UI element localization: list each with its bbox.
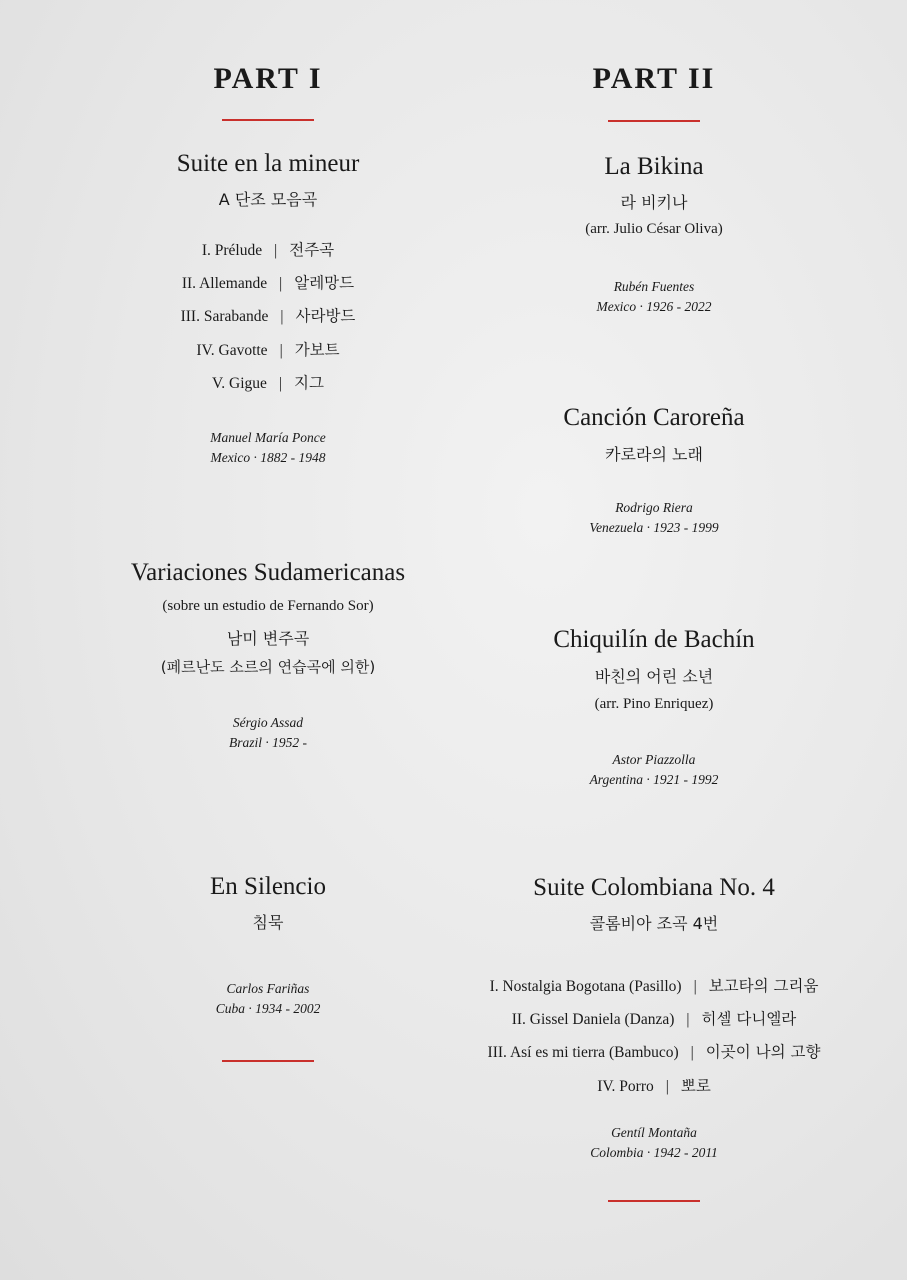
movement-separator: | xyxy=(279,342,283,359)
piece-title: Canción Caroreña xyxy=(563,404,745,431)
movement-item xyxy=(454,974,854,996)
part-1-heading: PART I xyxy=(213,62,323,95)
movement-item xyxy=(454,1074,854,1096)
piece-title: La Bikina xyxy=(604,153,704,180)
movement-name: Sarabande xyxy=(203,308,269,325)
composer-origin: Brazil · 1952 - xyxy=(228,735,307,750)
piece-korean-title: 침묵 xyxy=(252,913,284,932)
piece-korean-title: 남미 변주곡 xyxy=(226,629,310,648)
composer-name: Gentíl Montaña xyxy=(611,1125,697,1140)
movement-separator: | xyxy=(690,1044,694,1061)
piece-title: Suite Colombiana No. 4 xyxy=(533,874,775,901)
piece-note: (arr. Pino Enriquez) xyxy=(594,696,714,712)
movement-separator: | xyxy=(693,978,697,995)
movement-number: IV. xyxy=(196,342,215,359)
movement-number: I. xyxy=(201,242,211,259)
movement-name: Gissel Daniela (Danza) xyxy=(529,1011,675,1028)
movement-korean: 알레망드 xyxy=(294,274,355,292)
piece-korean-title: 바친의 어린 소년 xyxy=(594,667,714,686)
movement-korean: 뽀로 xyxy=(680,1077,711,1095)
movement-item xyxy=(70,338,466,360)
end-divider xyxy=(222,1060,314,1062)
movement-number: I. xyxy=(489,978,499,995)
movement-number: V. xyxy=(212,375,226,392)
movement-number: II. xyxy=(181,275,197,292)
piece-korean-title: 라 비키나 xyxy=(620,193,688,212)
composer-origin: Venezuela · 1923 - 1999 xyxy=(589,520,719,535)
movement-name: Porro xyxy=(619,1078,654,1095)
piece-note: (sobre un estudio de Fernando Sor) xyxy=(162,598,374,614)
end-divider xyxy=(608,1200,700,1202)
movement-separator: | xyxy=(278,375,282,392)
piece-korean-title: 콜롬비아 조곡 4번 xyxy=(589,914,719,933)
composer-name: Astor Piazzolla xyxy=(612,752,696,767)
movement-korean: 가보트 xyxy=(294,341,340,359)
piece-title: Chiquilín de Bachín xyxy=(553,626,755,653)
movement-item xyxy=(70,371,466,393)
composer-name: Rubén Fuentes xyxy=(613,279,695,294)
movement-separator: | xyxy=(274,242,278,259)
movement-separator: | xyxy=(665,1078,669,1095)
movement-number: IV. xyxy=(597,1078,616,1095)
piece-korean-title: A 단조 모음곡 xyxy=(218,190,318,209)
movement-item xyxy=(70,271,466,293)
movement-korean: 히셀 다니엘라 xyxy=(701,1010,797,1028)
piece-title: Suite en la mineur xyxy=(176,150,360,177)
movement-item xyxy=(454,1007,854,1029)
piece-korean-title: 카로라의 노래 xyxy=(605,445,703,464)
movement-separator: | xyxy=(280,308,284,325)
piece-korean-note: (페르난도 소르의 연습곡에 의한) xyxy=(160,658,376,676)
movement-korean: 이곳이 나의 고향 xyxy=(705,1043,821,1061)
part-1-divider xyxy=(222,119,314,121)
movement-number: III. xyxy=(180,308,200,325)
piece-title: En Silencio xyxy=(210,873,326,900)
piece-note: (arr. Julio César Oliva) xyxy=(585,221,723,237)
composer-name: Carlos Fariñas xyxy=(226,981,310,996)
composer-origin: Cuba · 1934 - 2002 xyxy=(215,1001,321,1016)
composer-name: Manuel María Ponce xyxy=(210,430,326,445)
movement-korean: 전주곡 xyxy=(289,241,335,259)
composer-origin: Mexico · 1926 - 2022 xyxy=(596,299,712,314)
movement-separator: | xyxy=(686,1011,690,1028)
movement-korean: 지그 xyxy=(294,374,324,392)
movement-item xyxy=(70,304,466,326)
movement-item xyxy=(454,1040,854,1062)
movement-name: Nostalgia Bogotana (Pasillo) xyxy=(502,978,682,995)
composer-origin: Argentina · 1921 - 1992 xyxy=(589,772,719,787)
composer-name: Rodrigo Riera xyxy=(615,500,693,515)
movement-korean: 사라방드 xyxy=(295,307,356,325)
composer-origin: Colombia · 1942 - 2011 xyxy=(590,1145,718,1160)
composer-name: Sérgio Assad xyxy=(232,715,304,730)
movement-name: Gavotte xyxy=(218,342,268,359)
composer-origin: Mexico · 1882 - 1948 xyxy=(210,450,326,465)
piece-title: Variaciones Sudamericanas xyxy=(130,559,406,586)
movement-name: Gigue xyxy=(229,375,267,392)
movement-separator: | xyxy=(279,275,283,292)
part-2-divider xyxy=(608,120,700,122)
movement-number: II. xyxy=(511,1011,526,1028)
movement-name: Prélude xyxy=(214,242,263,259)
movement-korean: 보고타의 그리움 xyxy=(708,977,819,995)
movement-item xyxy=(70,238,466,260)
part-2-heading: PART II xyxy=(592,62,716,95)
movement-name: Allemande xyxy=(199,275,268,292)
movement-number: III. xyxy=(487,1044,507,1061)
movement-name: Así es mi tierra (Bambuco) xyxy=(509,1044,679,1061)
